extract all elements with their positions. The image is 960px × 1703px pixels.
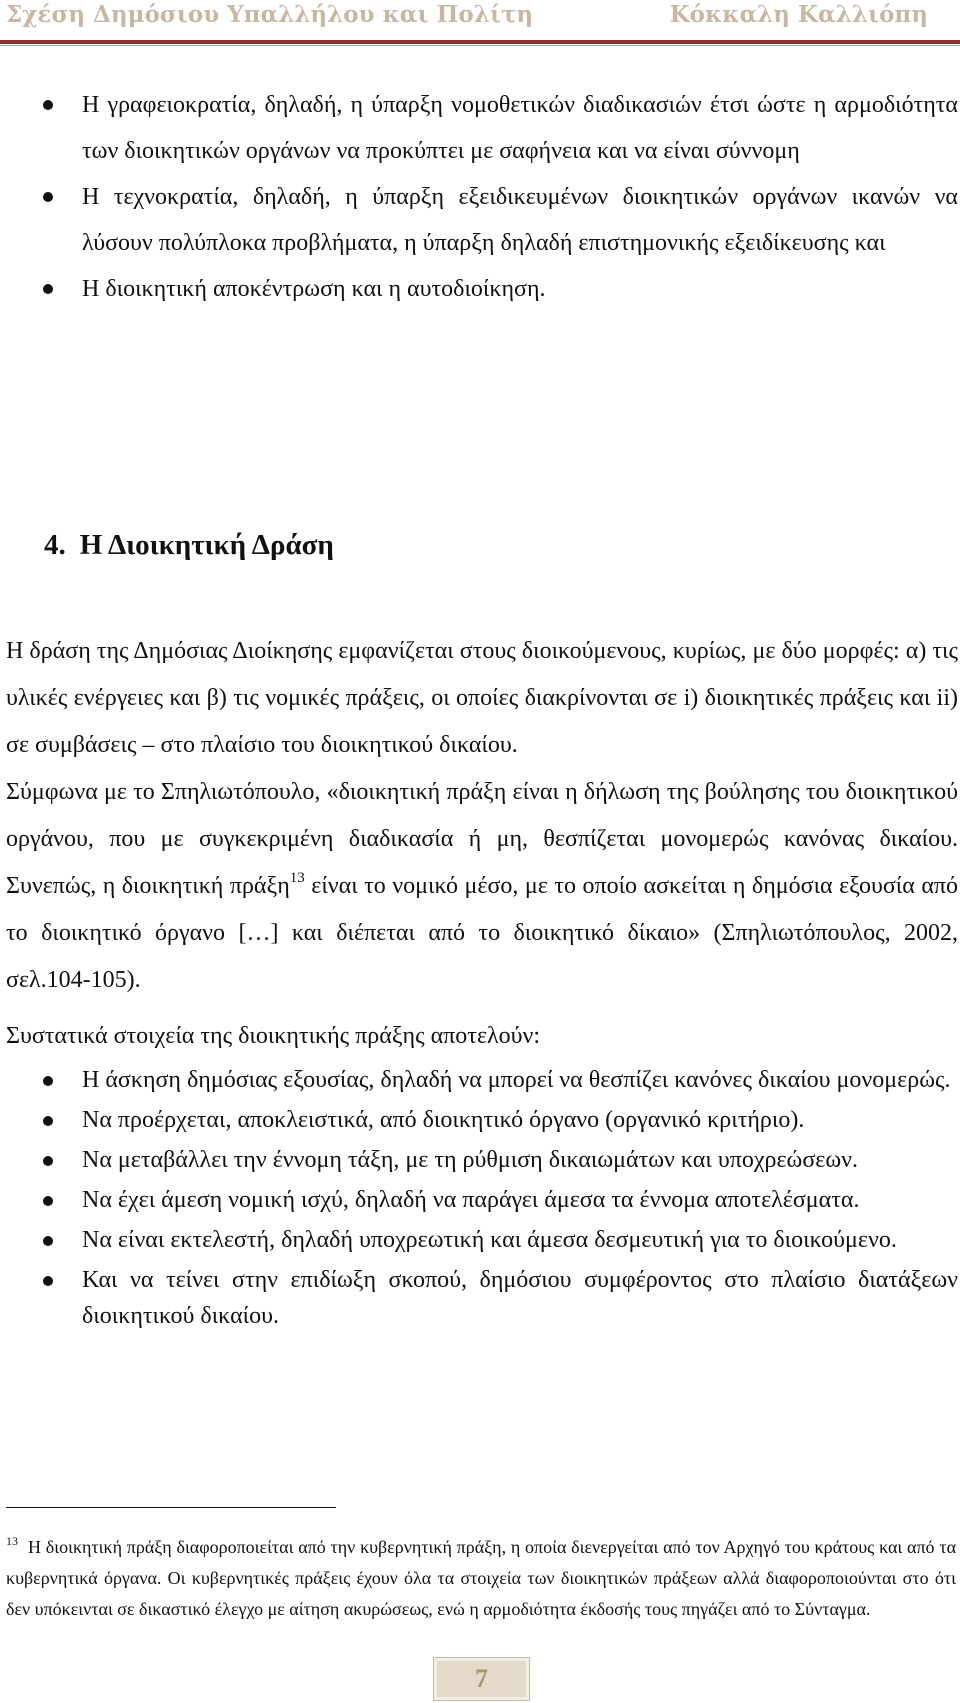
footnote-text: Η διοικητική πράξη διαφοροποιείται από την κυβερνητική πράξη, η οποία διενεργείται από τον Αρχηγό του κράτους και από τα κυβερνητικά όργανα. Οι κυβερνητικές πράξεις έχουν όλα τα στοιχεία των διοικητικών πράξεων αλλά διαφοροποιούνται στο ότι δεν υπόκεινται σε δικαστικό έλεγχο με αίτηση ακυρώσεως, ενώ η αρμοδιότητα έκδοσής τους πηγάζει από το Σύνταγμα.: [6, 1537, 956, 1619]
list-item: [0, 1182, 958, 1218]
bullet-icon: [43, 1276, 53, 1286]
bullet-icon: [43, 1236, 53, 1246]
paragraph-2-text-end: είναι το νομικό μέσο, με το οποίο ασκείται η δημόσια εξουσία από το διοικητικό όργανο […] και διέπεται από το διοικητικό δίκαιο» (Σπηλιωτόπουλος, 2002, σελ.104-105).: [6, 873, 959, 993]
list-item-text: Και να τείνει στην επιδίωξη σκοπού, δημόσιου συμφέροντος στο πλαίσιο διατάξεων διοικητικού δικαίου.: [82, 1267, 958, 1329]
section-title: Η Διοικητική Δράση: [79, 529, 334, 561]
header-rule-thin: [0, 45, 960, 46]
paragraph-2-text: Σύμφωνα με το Σπηλιωτόπουλο, «διοικητική πράξη είναι η δήλωση της βούλησης του διοικητικού οργάνου, που με συγκεκριμένη διαδικασία ή μη, θεσπίζεται μονομερώς κανόνας δικαίου. Συνεπώς, η διοικητική πράξη: [6, 779, 958, 899]
list-item: [0, 1062, 958, 1098]
list-item: [0, 82, 958, 174]
list-item-text: Η διοικητική αποκέντρωση και η αυτοδιοίκηση.: [82, 276, 546, 302]
page-number: 7: [475, 1664, 488, 1693]
bullet-icon: [43, 100, 53, 110]
footnote: [6, 1532, 956, 1625]
section-number: 4.: [44, 529, 66, 561]
bullet-icon: [43, 284, 53, 294]
bullet-icon: [43, 1116, 53, 1126]
footnote-number: 13: [6, 1534, 18, 1548]
section-heading: [44, 525, 334, 565]
list-item: [0, 1262, 958, 1334]
list-item-text: Να έχει άμεση νομική ισχύ, δηλαδή να παράγει άμεσα τα έννομα αποτελέσματα.: [82, 1187, 860, 1213]
bullet-icon: [43, 1196, 53, 1206]
top-bullet-list: [0, 82, 958, 312]
footnote-separator: [6, 1507, 336, 1508]
elements-bullet-list: [0, 1062, 958, 1338]
bullet-icon: [43, 1156, 53, 1166]
bullet-icon: [43, 192, 53, 202]
list-item: [0, 266, 958, 312]
list-item-text: Να προέρχεται, αποκλειστικά, από διοικητικό όργανο (οργανικό κριτήριο).: [82, 1107, 805, 1133]
paragraph-2: [6, 769, 958, 1004]
elements-intro: Συστατικά στοιχεία της διοικητικής πράξης αποτελούν:: [6, 1023, 541, 1049]
list-item-text: Η άσκηση δημόσιας εξουσίας, δηλαδή να μπορεί να θεσπίζει κανόνες δικαίου μονομερώς.: [82, 1067, 951, 1093]
header-author-name: Κόκκαλη Καλλιόπη: [669, 1, 928, 28]
list-item-text: Να είναι εκτελεστή, δηλαδή υποχρεωτική και άμεσα δεσμευτική για το διοικούμενο.: [82, 1227, 897, 1253]
list-item-text: Η τεχνοκρατία, δηλαδή, η ύπαρξη εξειδικευμένων διοικητικών οργάνων ικανών να λύσουν πολύπλοκα προβλήματα, η ύπαρξη δηλαδή επιστημονικής εξειδίκευσης και: [82, 184, 958, 256]
page-number-box: [433, 1657, 530, 1701]
list-item: [0, 1102, 958, 1138]
header-document-title: Σχέση Δημόσιου Υπαλλήλου και Πολίτη: [6, 1, 534, 28]
header-rule: [0, 40, 960, 44]
body-text: [6, 628, 958, 1004]
list-item: [0, 174, 958, 266]
list-item-text: Να μεταβάλλει την έννομη τάξη, με τη ρύθμιση δικαιωμάτων και υποχρεώσεων.: [82, 1147, 858, 1173]
running-header: [0, 0, 960, 38]
footnote-reference[interactable]: 13: [289, 870, 305, 886]
list-item-text: Η γραφειοκρατία, δηλαδή, η ύπαρξη νομοθετικών διαδικασιών έτσι ώστε η αρμοδιότητα των διοικητικών οργάνων να προκύπτει με σαφήνεια και να είναι σύννομη: [82, 92, 958, 164]
list-item: [0, 1142, 958, 1178]
list-item: [0, 1222, 958, 1258]
bullet-icon: [43, 1076, 53, 1086]
paragraph-1: Η δράση της Δημόσιας Διοίκησης εμφανίζεται στους διοικούμενους, κυρίως, με δύο μορφές: α) τις υλικές ενέργειες και β) τις νομικές πράξεις, οι οποίες διακρίνονται σε i) διοικητικές πράξεις και ii) σε συμβάσεις – στο πλαίσιο του διοικητικού δικαίου.: [6, 638, 958, 758]
